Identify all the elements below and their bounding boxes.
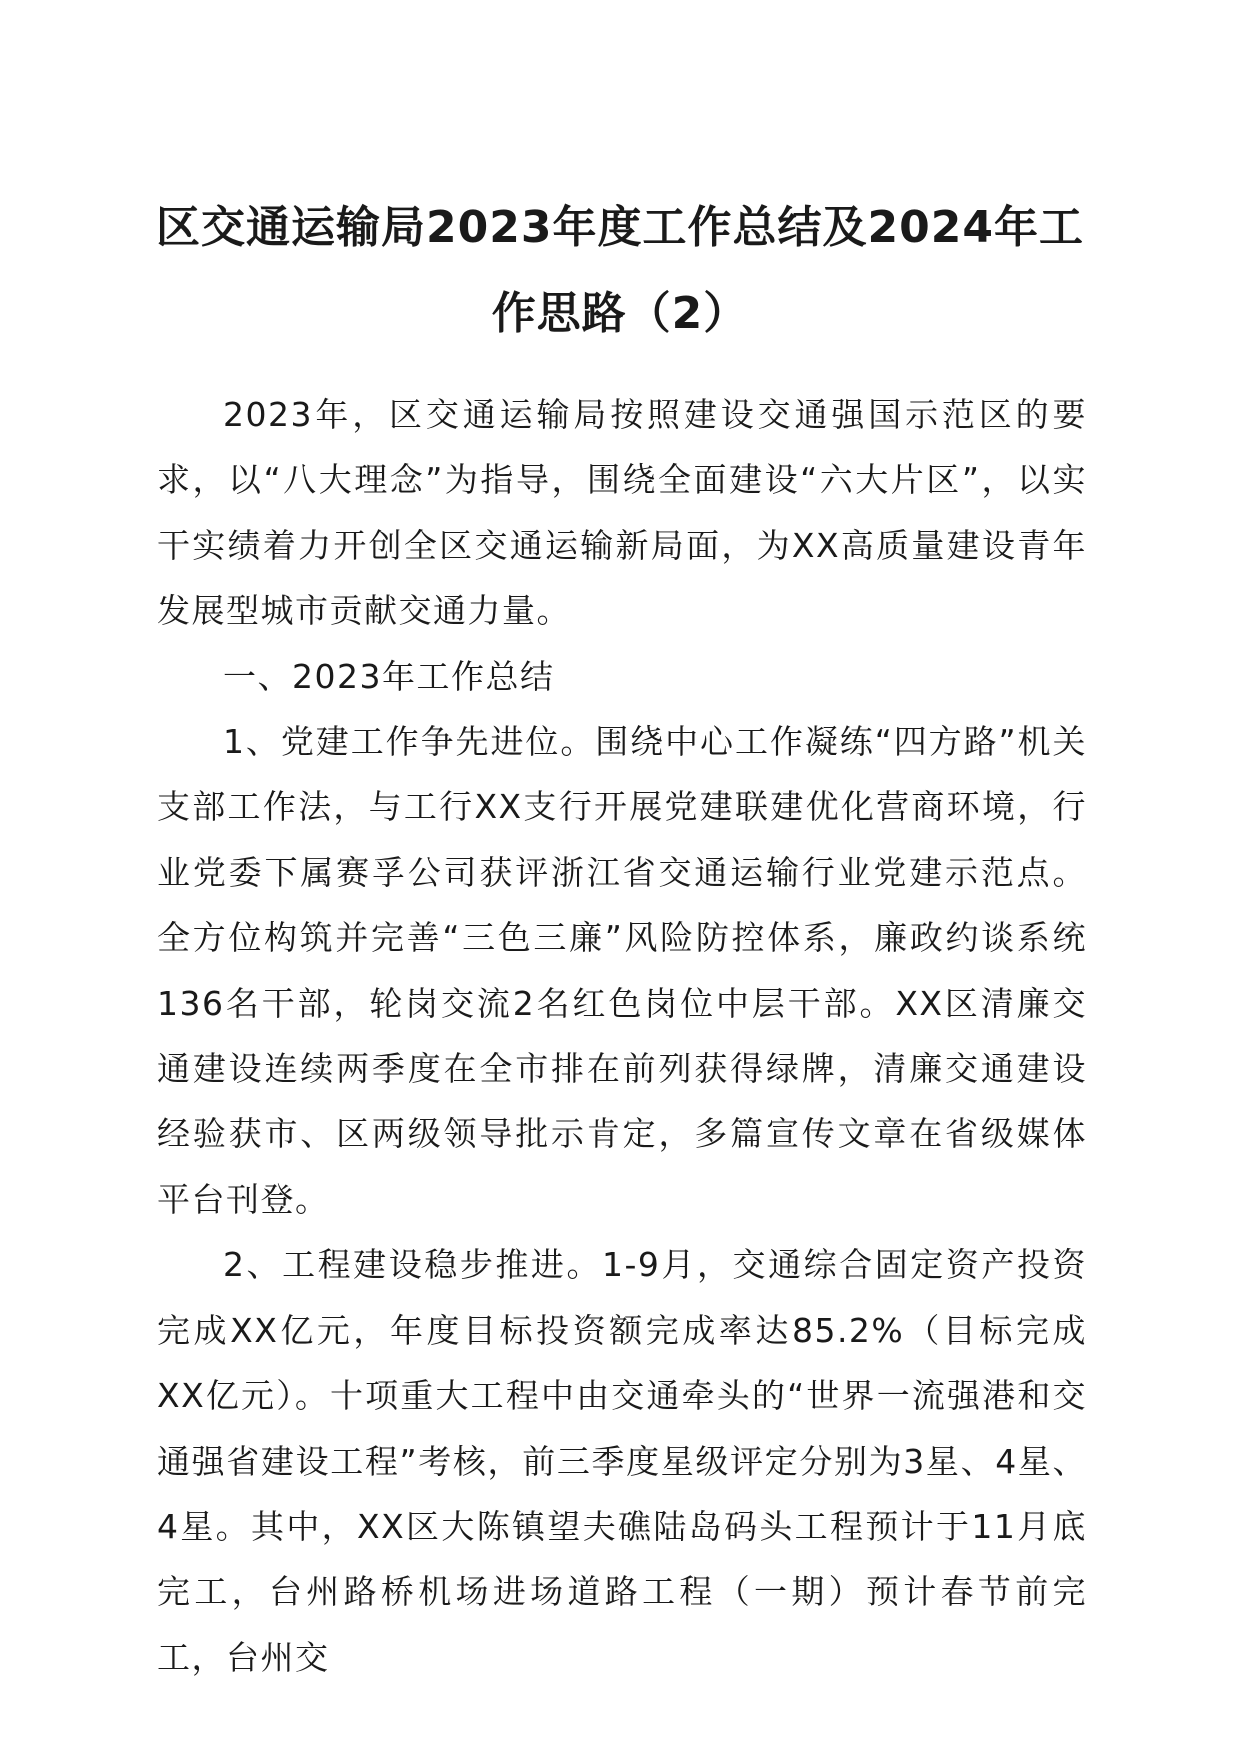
title-line-2: 作思路（2） xyxy=(491,288,749,339)
party-building-paragraph: 1、党建工作争先进位。围绕中心工作凝练“四方路”机关支部工作法，与工行XX支行开展党建联建优化营商环境，行业党委下属赛孚公司获评浙江省交通运输行业党建示范点。全方位构筑并完善“三色三廉”风险防控体系，廉政约谈系统136名干部，轮岗交流2名红色岗位中层干部。XX区清廉交通建设连续两季度在全市排在前列获得绿牌，清廉交通建设经验获市、区两级领导批示肯定，多篇宣传文章在省级媒体平台刊登。 xyxy=(157,722,1087,1219)
document-title xyxy=(150,185,1090,357)
section-heading-summary: 一、2023年工作总结 xyxy=(223,656,555,696)
construction-paragraph: 2、工程建设稳步推进。1-9月，交通综合固定资产投资完成XX亿元，年度目标投资额完成率达85.2%（目标完成XX亿元）。十项重大工程中由交通牵头的“世界一流强港和交通强省建设工程”考核，前三季度星级评定分别为3星、4星、4星。其中，XX区大陈镇望夫礁陆岛码头工程预计于11月底完工，台州路桥机场进场道路工程（一期）预计春节前完工，台州交 xyxy=(157,1245,1087,1677)
document-body xyxy=(157,382,1087,1690)
intro-paragraph: 2023年，区交通运输局按照建设交通强国示范区的要求，以“八大理念”为指导，围绕全面建设“六大片区”，以实干实绩着力开创全区交通运输新局面，为XX高质量建设青年发展型城市贡献交通力量。 xyxy=(157,395,1087,631)
title-line-1: 区交通运输局2023年度工作总结及2024年工 xyxy=(156,202,1084,253)
